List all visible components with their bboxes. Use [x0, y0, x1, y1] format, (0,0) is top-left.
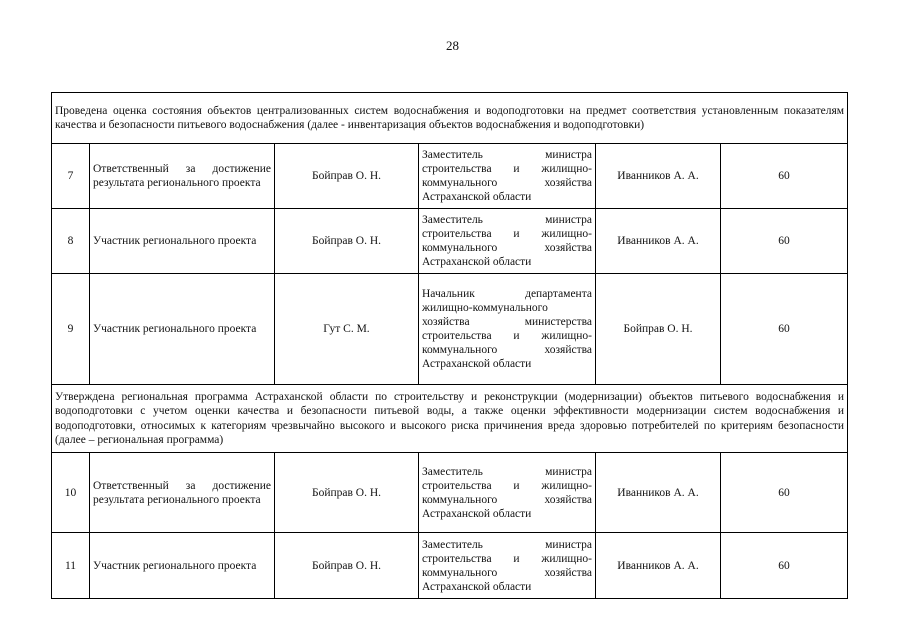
- row-number: 8: [52, 209, 90, 274]
- person-cell: Гут С. М.: [275, 274, 419, 385]
- table-row: [52, 453, 848, 533]
- row-number: 9: [52, 274, 90, 385]
- supervisor-cell: Иванников А. А.: [596, 144, 721, 209]
- section-heading-row: [52, 93, 848, 144]
- position-cell: Заместитель министра строительства и жилищно-коммунального хозяйства Астраханской области: [419, 533, 596, 599]
- row-number: 7: [52, 144, 90, 209]
- person-cell: Бойправ О. Н.: [275, 209, 419, 274]
- table-row: [52, 209, 848, 274]
- row-number: 11: [52, 533, 90, 599]
- table-row: [52, 274, 848, 385]
- position-cell: Заместитель министра строительства и жилищно-коммунального хозяйства Астраханской области: [419, 453, 596, 533]
- value-cell: 60: [721, 453, 848, 533]
- table-row: [52, 533, 848, 599]
- supervisor-cell: Иванников А. А.: [596, 453, 721, 533]
- person-cell: Бойправ О. Н.: [275, 144, 419, 209]
- section-heading: Утверждена региональная программа Астраханской области по строительству и реконструкции (модернизации) объектов питьевого водоснабжения и водоподготовки с учетом оценки качества и безопасности питьевой воды, а также оценки эффективности модернизации систем водоснабжения и водоподготовки, относимых к категориям чрезвычайно высокого и высокого риска причинения вреда здоровью потребителей по критериям безопасности (далее – региональная программа): [52, 385, 848, 453]
- row-number: 10: [52, 453, 90, 533]
- position-cell: Заместитель министра строительства и жилищно-коммунального хозяйства Астраханской области: [419, 209, 596, 274]
- person-cell: Бойправ О. Н.: [275, 453, 419, 533]
- position-cell: Начальник департамента жилищно-коммунального хозяйства министерства строительства и жилищно-коммунального хозяйства Астраханской области: [419, 274, 596, 385]
- page-number: 28: [446, 38, 459, 53]
- supervisor-cell: Бойправ О. Н.: [596, 274, 721, 385]
- value-cell: 60: [721, 144, 848, 209]
- section-heading: Проведена оценка состояния объектов централизованных систем водоснабжения и водоподготовки на предмет соответствия установленным показателям качества и безопасности питьевого водоснабжения (далее - инвентаризация объектов водоснабжения и водоподготовки): [52, 93, 848, 144]
- person-cell: Бойправ О. Н.: [275, 533, 419, 599]
- section-heading-row: [52, 385, 848, 453]
- role-cell: Ответственный за достижение результата регионального проекта: [90, 144, 275, 209]
- role-cell: Участник регионального проекта: [90, 533, 275, 599]
- value-cell: 60: [721, 209, 848, 274]
- role-cell: Участник регионального проекта: [90, 274, 275, 385]
- table-row: [52, 144, 848, 209]
- position-cell: Заместитель министра строительства и жилищно-коммунального хозяйства Астраханской области: [419, 144, 596, 209]
- responsibility-table: [51, 92, 848, 599]
- supervisor-cell: Иванников А. А.: [596, 209, 721, 274]
- role-cell: Участник регионального проекта: [90, 209, 275, 274]
- supervisor-cell: Иванников А. А.: [596, 533, 721, 599]
- value-cell: 60: [721, 533, 848, 599]
- role-cell: Ответственный за достижение результата регионального проекта: [90, 453, 275, 533]
- value-cell: 60: [721, 274, 848, 385]
